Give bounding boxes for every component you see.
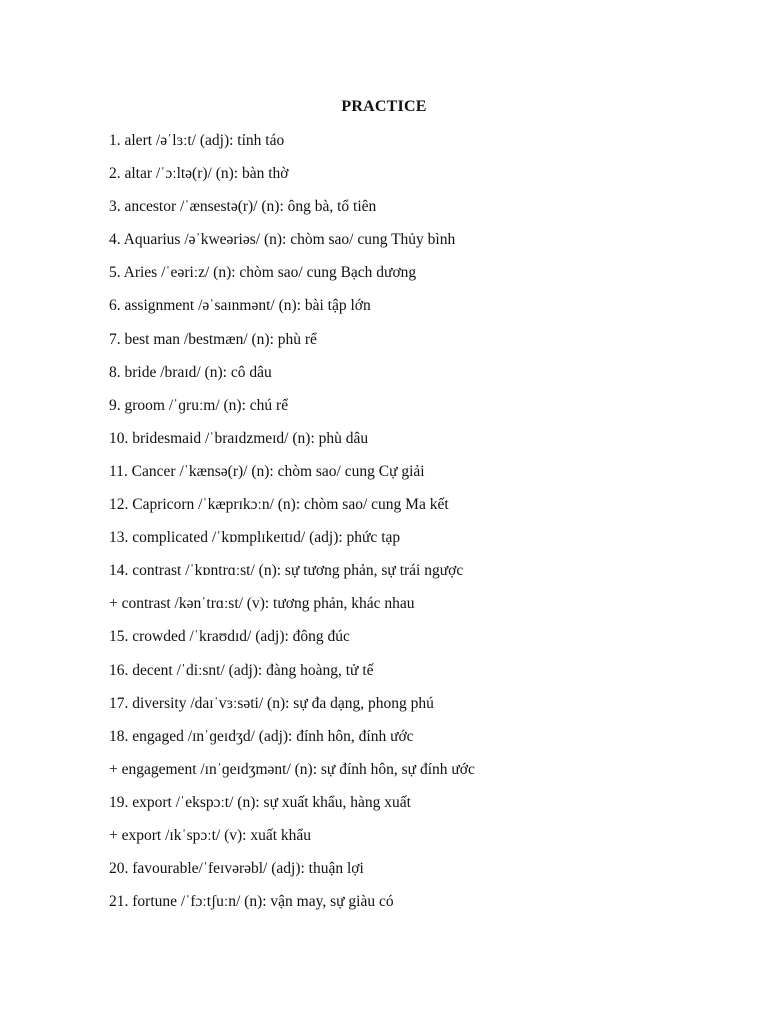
- vocabulary-entry: 1. alert /əˈlɜːt/ (adj): tỉnh táo: [109, 132, 285, 149]
- vocabulary-entry: 9. groom /ˈɡruːm/ (n): chú rể: [109, 396, 289, 414]
- vocabulary-entry: 10. bridesmaid /ˈbraɪdzmeɪd/ (n): phù dâu: [109, 429, 369, 447]
- vocabulary-entry: 13. complicated /ˈkɒmplɪkeɪtɪd/ (adj): phức tạp: [109, 529, 401, 547]
- vocabulary-entry: 16. decent /ˈdiːsnt/ (adj): đàng hoàng, tử tế: [109, 661, 374, 679]
- vocabulary-entry: 6. assignment /əˈsaɪnmənt/ (n): bài tập lớn: [109, 297, 371, 315]
- vocabulary-entry: 12. Capricorn /ˈkæprɪkɔːn/ (n): chòm sao/ cung Ma kết: [109, 496, 449, 514]
- vocabulary-entry: 20. favourable/ˈfeɪvərəbl/ (adj): thuận lợi: [109, 860, 364, 878]
- vocabulary-entry: 18. engaged /ɪnˈɡeɪdʒd/ (adj): đính hôn, đính ước: [109, 727, 414, 745]
- vocabulary-entry: 8. bride /braɪd/ (n): cô dâu: [109, 363, 272, 381]
- vocabulary-entry: 15. crowded /ˈkraʊdɪd/ (adj): đông đúc: [109, 628, 350, 646]
- vocabulary-entry: 14. contrast /ˈkɒntrɑːst/ (n): sự tương phản, sự trái ngược: [109, 562, 464, 580]
- vocabulary-entry: + contrast /kənˈtrɑːst/ (v): tương phản, khác nhau: [109, 595, 415, 613]
- vocabulary-entry: 21. fortune /ˈfɔːtʃuːn/ (n): vận may, sự giàu có: [109, 893, 394, 911]
- vocabulary-entry: 4. Aquarius /əˈkweəriəs/ (n): chòm sao/ cung Thủy bình: [109, 231, 456, 249]
- vocabulary-entry: 3. ancestor /ˈænsestə(r)/ (n): ông bà, tổ tiên: [109, 198, 377, 216]
- page-title: PRACTICE: [341, 98, 427, 115]
- vocabulary-entry: 2. altar /ˈɔːltə(r)/ (n): bàn thờ: [109, 165, 289, 183]
- vocabulary-entry: + engagement /ɪnˈɡeɪdʒmənt/ (n): sự đính hôn, sự đính ước: [109, 760, 475, 778]
- vocabulary-entry: 17. diversity /daɪˈvɜːsəti/ (n): sự đa dạng, phong phú: [109, 694, 434, 712]
- vocabulary-entry: 5. Aries /ˈeəriːz/ (n): chòm sao/ cung Bạch dương: [109, 264, 417, 282]
- vocabulary-entry: 11. Cancer /ˈkænsə(r)/ (n): chòm sao/ cung Cự giải: [109, 462, 425, 480]
- vocabulary-entry: 7. best man /bestmæn/ (n): phù rể: [109, 330, 317, 348]
- vocabulary-entry: + export /ɪkˈspɔːt/ (v): xuất khẩu: [109, 826, 312, 844]
- vocabulary-list: [109, 131, 475, 925]
- vocabulary-entry: 19. export /ˈekspɔːt/ (n): sự xuất khẩu, hàng xuất: [109, 793, 411, 811]
